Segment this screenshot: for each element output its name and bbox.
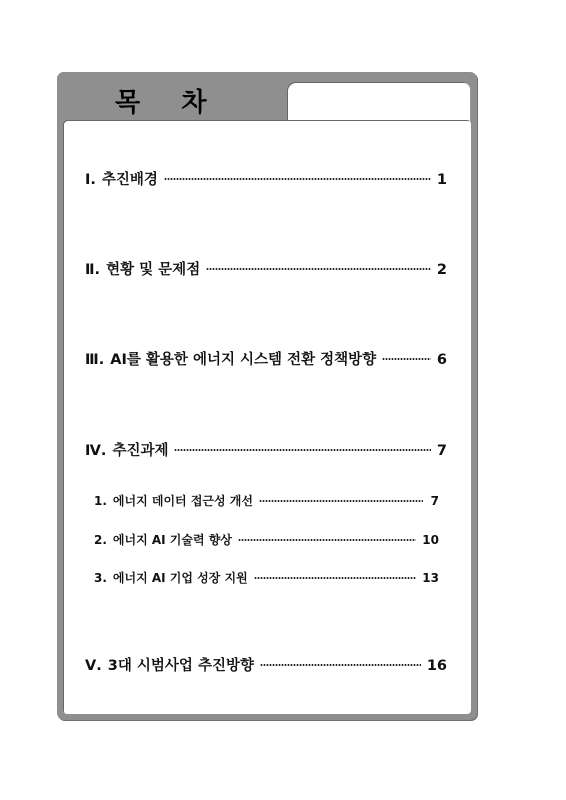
toc-entry-label: 현황 및 문제점: [106, 262, 201, 278]
leader-dots: [174, 448, 430, 452]
leader-dots: [382, 357, 431, 361]
leader-dots: [238, 538, 416, 542]
leader-dots: [206, 267, 431, 271]
toc-panel: [63, 120, 471, 714]
toc-entry-page: 13: [422, 571, 439, 585]
toc-entry-5[interactable]: [85, 654, 447, 675]
toc-entry-number: Ⅲ.: [85, 352, 105, 368]
toc-entry-label: 3대 시범사업 추진방향: [107, 658, 254, 674]
toc-entry-3[interactable]: [85, 348, 447, 369]
toc-entry-page: 1: [436, 172, 447, 188]
toc-entry-label: AI를 활용한 에너지 시스템 전환 정책방향: [110, 352, 377, 368]
leader-dots: [260, 663, 421, 667]
toc-entry-page: 7: [436, 443, 447, 459]
toc-entry-number: 3.: [94, 571, 107, 585]
leader-dots: [164, 177, 431, 181]
toc-title-tab: [57, 72, 287, 120]
toc-subentry-3[interactable]: [94, 569, 439, 586]
toc-entry-label: 추진배경: [101, 172, 158, 188]
toc-entry-4[interactable]: [85, 439, 447, 460]
toc-entry-label: 추진과제: [112, 443, 169, 459]
toc-entry-number: Ⅰ.: [85, 172, 96, 188]
toc-entry-2[interactable]: [85, 258, 447, 279]
toc-entry-number: Ⅴ.: [85, 658, 102, 674]
toc-entry-1[interactable]: [85, 168, 447, 189]
toc-entry-label: 에너지 AI 기업 성장 지원: [112, 571, 248, 585]
toc-subentry-2[interactable]: [94, 531, 439, 548]
toc-entry-label: 에너지 데이터 접근성 개선: [112, 494, 253, 508]
toc-entry-number: Ⅳ.: [85, 443, 107, 459]
toc-entry-number: 2.: [94, 533, 107, 547]
toc-entry-page: 10: [422, 533, 439, 547]
toc-entry-number: Ⅱ.: [85, 262, 101, 278]
toc-subentry-1[interactable]: [94, 492, 439, 509]
toc-entry-page: 7: [430, 494, 439, 508]
leader-dots: [254, 576, 417, 580]
toc-entry-page: 6: [436, 352, 447, 368]
toc-entry-label: 에너지 AI 기술력 향상: [112, 533, 232, 547]
toc-frame: [57, 72, 477, 720]
toc-entry-page: 2: [436, 262, 447, 278]
toc-entry-number: 1.: [94, 494, 107, 508]
leader-dots: [259, 499, 423, 503]
toc-title: 목 차: [115, 88, 208, 118]
toc-entry-page: 16: [426, 658, 447, 674]
